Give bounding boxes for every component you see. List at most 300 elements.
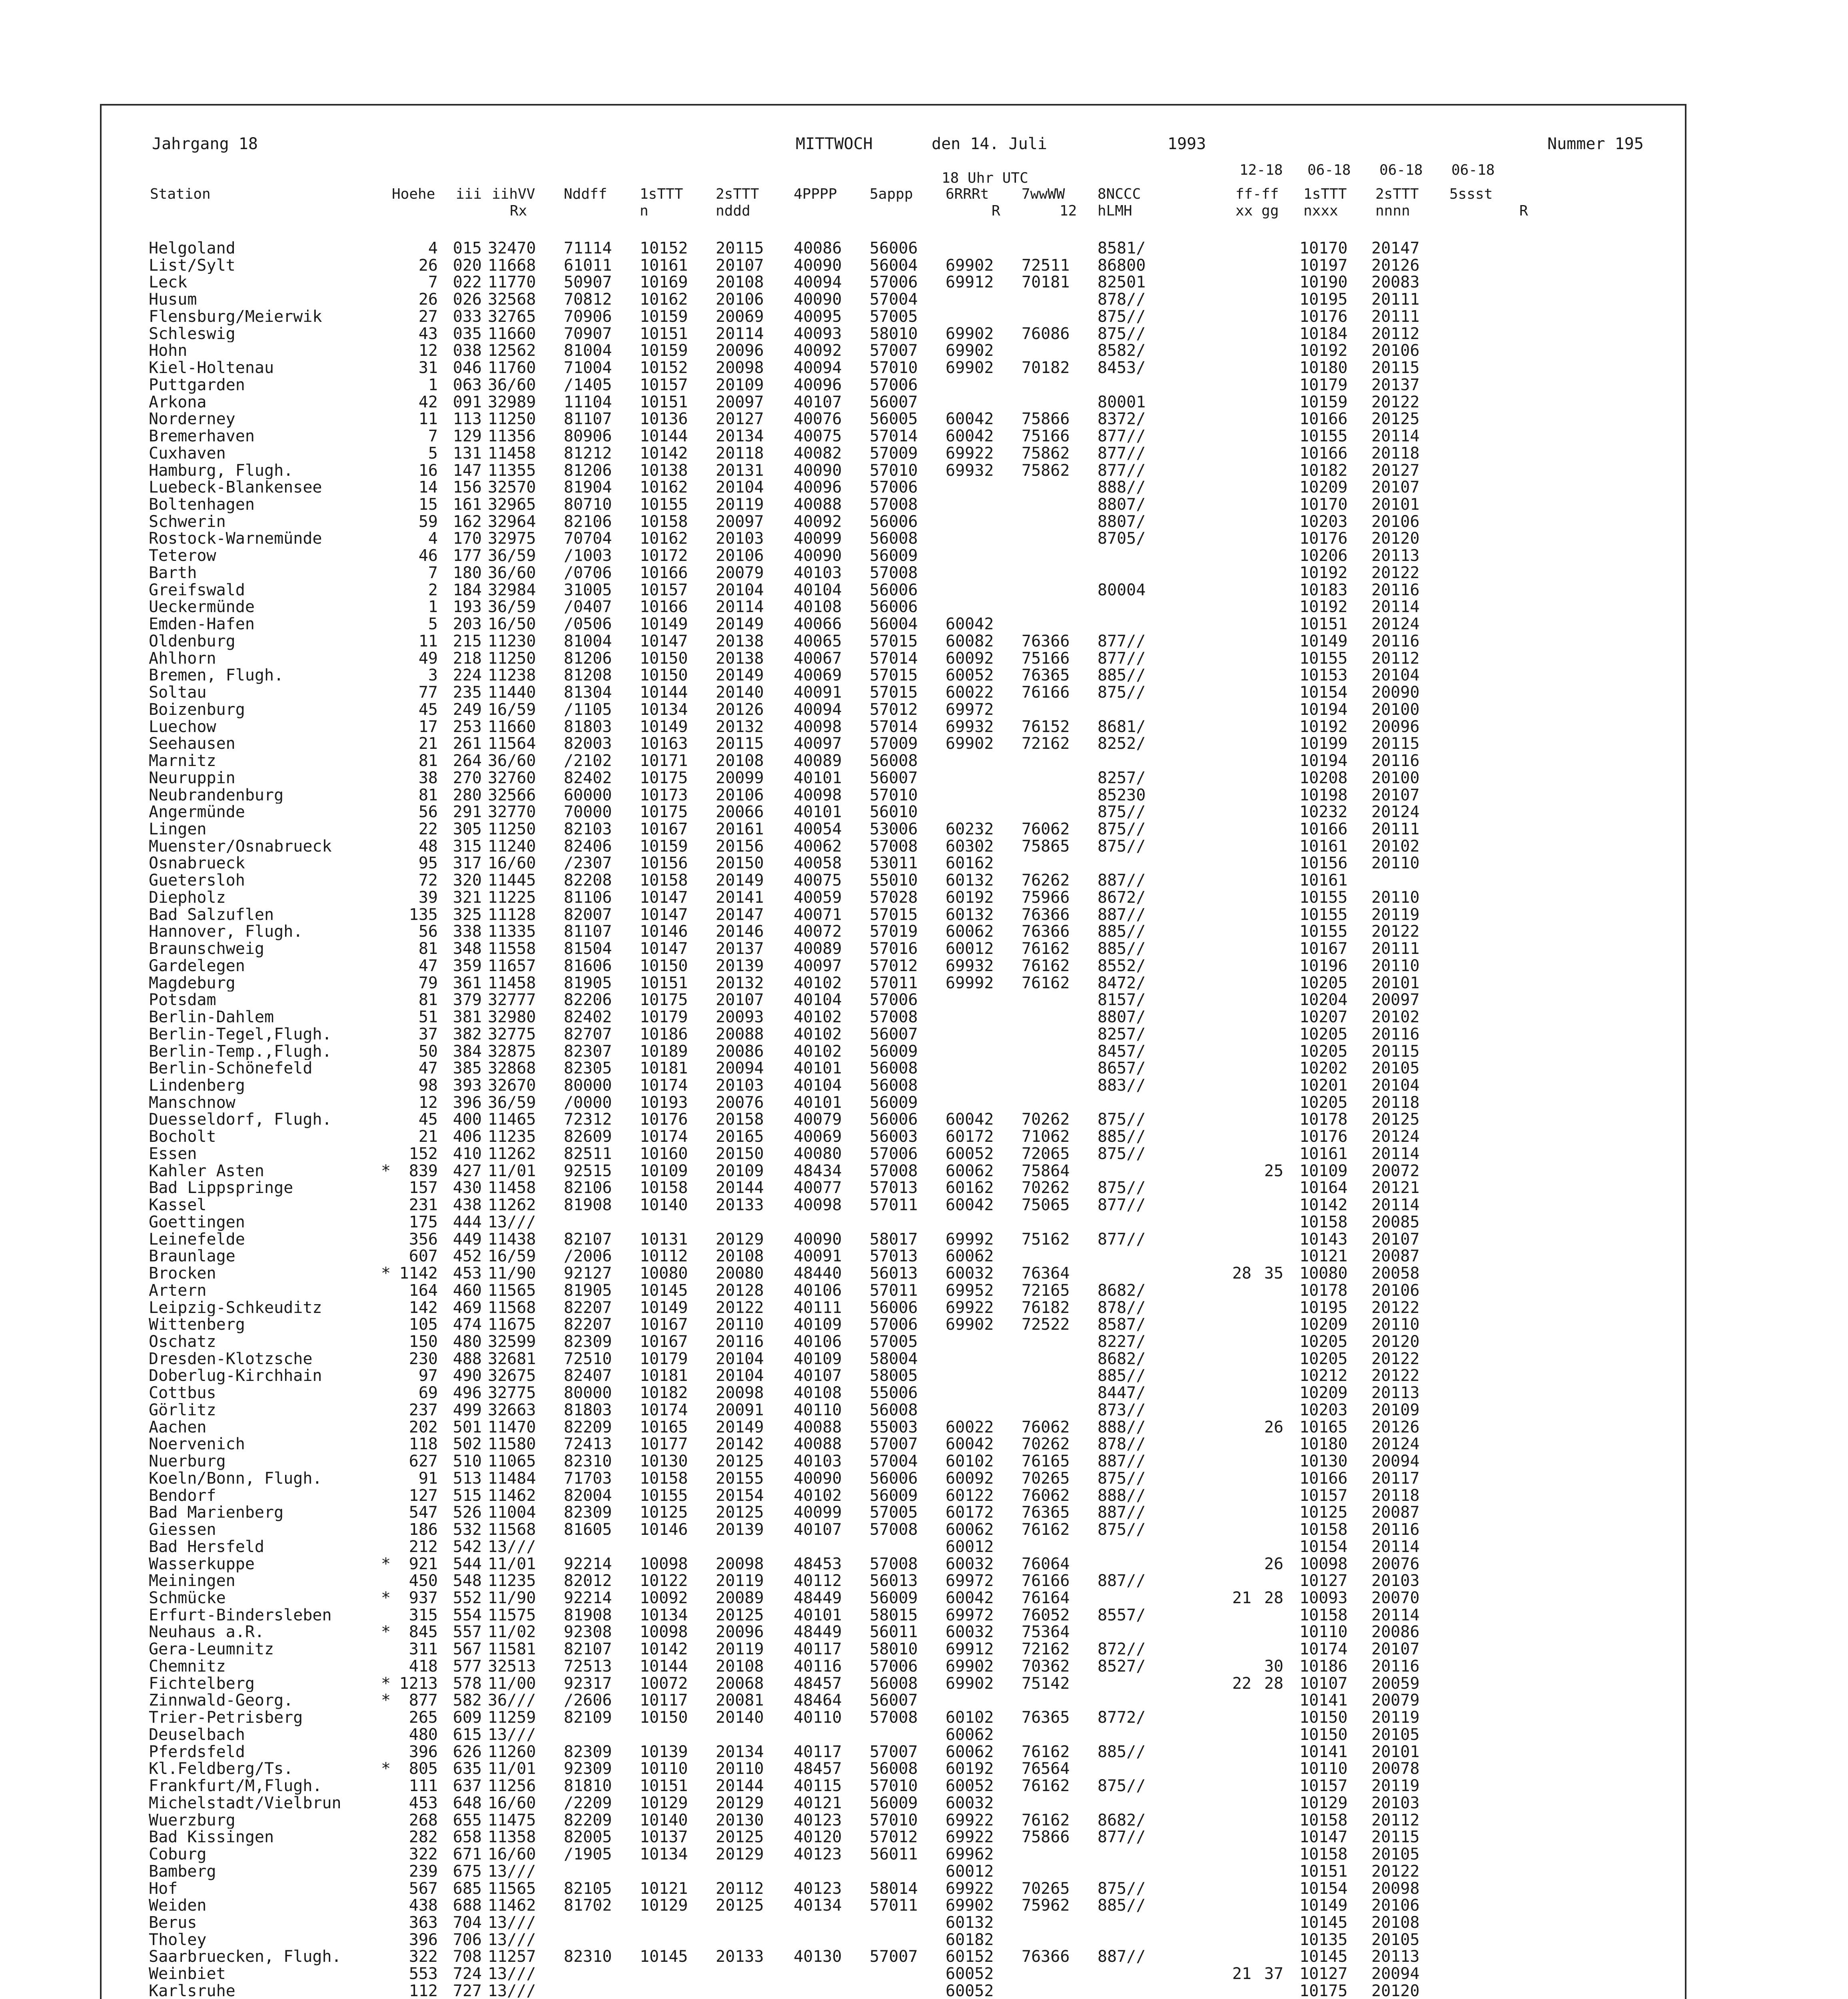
- station-name: Gera-Leumnitz: [149, 1641, 274, 1658]
- group-7wwww: 76052: [1022, 1606, 1070, 1624]
- station-name: Rostock-Warnemünde: [149, 530, 322, 548]
- station-number: 567: [453, 1640, 482, 1659]
- station-name: Frankfurt/M,Flugh.: [149, 1778, 322, 1795]
- group-iihvv: 11235: [488, 1572, 536, 1590]
- group-5appp: 58005: [870, 1367, 918, 1385]
- group-max-temp: 10155: [1299, 888, 1348, 907]
- station-number: 526: [453, 1503, 482, 1522]
- group-1sttt: 10151: [640, 1777, 688, 1796]
- group-7wwww: 76182: [1022, 1298, 1070, 1317]
- group-max-temp: 10192: [1299, 717, 1348, 736]
- group-max-temp: 10157: [1299, 1486, 1348, 1505]
- group-min-temp: 20116: [1371, 1520, 1420, 1539]
- group-min-temp: 20116: [1371, 632, 1420, 650]
- station-number: 552: [453, 1589, 482, 1608]
- group-max-temp: 10212: [1299, 1367, 1348, 1385]
- table-row: [0, 1385, 1848, 1402]
- group-8nccc: 8557/: [1098, 1606, 1146, 1624]
- group-iihvv: 11238: [488, 666, 536, 685]
- group-4pppp: 40096: [794, 478, 842, 497]
- station-height: 418: [409, 1657, 438, 1676]
- group-1sttt: 10092: [640, 1589, 688, 1608]
- group-5appp: 57012: [870, 1828, 918, 1847]
- column-nddff: Nddff: [564, 186, 607, 202]
- group-1sttt: 10142: [640, 1640, 688, 1659]
- station-height: 2: [428, 581, 438, 599]
- station-height: 26: [418, 256, 438, 275]
- group-iihvv: 32770: [488, 803, 536, 822]
- group-nddff: 82310: [564, 1452, 612, 1471]
- station-name: Puttgarden: [149, 376, 245, 394]
- group-8nccc: 877//: [1098, 632, 1146, 650]
- station-number: 637: [453, 1777, 482, 1796]
- group-8nccc: 887//: [1098, 1572, 1146, 1590]
- group-7wwww: 76062: [1022, 1418, 1070, 1436]
- station-height: 805: [409, 1760, 438, 1778]
- table-row: [0, 1846, 1848, 1863]
- group-min-temp: 20107: [1371, 478, 1420, 497]
- station-name: Neubrandenburg: [149, 786, 284, 804]
- group-max-temp: 10205: [1299, 1333, 1348, 1351]
- group-iihvv: 36/59: [488, 547, 536, 565]
- group-4pppp: 40090: [794, 256, 842, 275]
- group-nddff: 82004: [564, 1486, 612, 1505]
- group-5appp: 56006: [870, 1110, 918, 1129]
- group-6rrrt: 60052: [946, 666, 994, 685]
- group-7wwww: 76162: [1022, 956, 1070, 975]
- group-8nccc: 8552/: [1098, 956, 1146, 975]
- group-1sttt: 10155: [640, 1486, 688, 1505]
- group-5appp: 57008: [870, 1161, 918, 1180]
- group-4pppp: 40097: [794, 956, 842, 975]
- group-5appp: 53006: [870, 820, 918, 838]
- table-row: [0, 1179, 1848, 1197]
- station-number: 515: [453, 1486, 482, 1505]
- group-min-temp: 20103: [1371, 1572, 1420, 1590]
- group-5appp: 55006: [870, 1384, 918, 1402]
- station-height: 322: [409, 1845, 438, 1864]
- group-8nccc: 875//: [1098, 1879, 1146, 1898]
- station-number: 609: [453, 1708, 482, 1727]
- table-row: [0, 462, 1848, 479]
- group-iihvv: 32568: [488, 290, 536, 309]
- group-5appp: 56011: [870, 1845, 918, 1864]
- group-4pppp: 40103: [794, 563, 842, 582]
- group-iihvv: 36/60: [488, 752, 536, 770]
- column-hoehe: Hoehe: [392, 186, 435, 202]
- table-row: [0, 530, 1848, 547]
- group-2sttt: 20146: [716, 922, 764, 941]
- group-min-temp: 20094: [1371, 1965, 1420, 1983]
- station-height: 42: [418, 393, 438, 411]
- station-height: 51: [418, 1008, 438, 1027]
- station-number: 385: [453, 1059, 482, 1078]
- group-1sttt: 10146: [640, 922, 688, 941]
- group-8nccc: 875//: [1098, 307, 1146, 326]
- station-height: 15: [418, 495, 438, 514]
- station-height: 111: [409, 1777, 438, 1796]
- group-8nccc: 877//: [1098, 427, 1146, 446]
- group-5appp: 57007: [870, 341, 918, 360]
- station-name: Doberlug-Kirchhain: [149, 1367, 322, 1385]
- group-4pppp: 40086: [794, 239, 842, 257]
- gust-gg: 25: [1264, 1161, 1283, 1180]
- group-1sttt: 10147: [640, 888, 688, 907]
- table-row: [0, 513, 1848, 531]
- station-height: 363: [409, 1913, 438, 1932]
- station-number: 501: [453, 1418, 482, 1436]
- table-row: [0, 582, 1848, 599]
- station-height: 127: [409, 1486, 438, 1505]
- group-max-temp: 10127: [1299, 1965, 1348, 1983]
- station-name: Leck: [149, 274, 188, 291]
- group-iihvv: 11/90: [488, 1589, 536, 1608]
- station-number: 020: [453, 256, 482, 275]
- group-nddff: 81803: [564, 1400, 612, 1419]
- group-max-temp: 10179: [1299, 375, 1348, 394]
- group-iihvv: 36/59: [488, 1093, 536, 1112]
- group-1sttt: 10161: [640, 256, 688, 275]
- mountain-marker: *: [381, 1691, 391, 1710]
- station-name: Brocken: [149, 1265, 216, 1282]
- group-4pppp: 40108: [794, 1384, 842, 1402]
- group-max-temp: 10184: [1299, 324, 1348, 343]
- station-name: Kassel: [149, 1197, 207, 1214]
- group-4pppp: 40123: [794, 1845, 842, 1864]
- station-number: 317: [453, 854, 482, 873]
- group-2sttt: 20132: [716, 974, 764, 992]
- station-name: Magdeburg: [149, 974, 235, 992]
- station-name: Meiningen: [149, 1572, 235, 1590]
- group-1sttt: 10176: [640, 1110, 688, 1129]
- table-row: [0, 1145, 1848, 1163]
- station-name: Ueckermünde: [149, 599, 255, 616]
- group-1sttt: 10150: [640, 956, 688, 975]
- group-max-temp: 10199: [1299, 734, 1348, 753]
- station-number: 361: [453, 974, 482, 992]
- station-height: 14: [418, 478, 438, 497]
- group-2sttt: 20066: [716, 803, 764, 822]
- group-7wwww: 75862: [1022, 461, 1070, 480]
- column-7wwww-sub: 12: [1060, 203, 1077, 219]
- station-number: 384: [453, 1042, 482, 1061]
- station-number: 578: [453, 1674, 482, 1693]
- table-header: [0, 162, 1848, 222]
- group-8nccc: 888//: [1098, 1486, 1146, 1505]
- station-height: 12: [418, 1093, 438, 1112]
- group-min-temp: 20113: [1371, 1384, 1420, 1402]
- table-row: [0, 787, 1848, 804]
- group-min-temp: 20058: [1371, 1264, 1420, 1283]
- table-row: [0, 445, 1848, 462]
- station-height: 46: [418, 547, 438, 565]
- group-max-temp: 10178: [1299, 1281, 1348, 1300]
- table-row: [0, 1077, 1848, 1094]
- group-nddff: 81605: [564, 1520, 612, 1539]
- group-max-temp: 10149: [1299, 632, 1348, 650]
- station-name: Nuerburg: [149, 1453, 226, 1470]
- group-4pppp: 40101: [794, 768, 842, 787]
- group-nddff: 82309: [564, 1742, 612, 1761]
- station-name: Hohn: [149, 342, 188, 360]
- group-1sttt: 10129: [640, 1896, 688, 1915]
- group-min-temp: 20111: [1371, 940, 1420, 958]
- station-height: 5: [428, 615, 438, 634]
- station-name: Bamberg: [149, 1863, 216, 1880]
- group-6rrrt: 60172: [946, 1127, 994, 1146]
- station-height: 50: [418, 1042, 438, 1061]
- group-min-temp: 20096: [1371, 717, 1420, 736]
- station-name: Kl.Feldberg/Ts.: [149, 1760, 293, 1778]
- group-nddff: 82106: [564, 512, 612, 531]
- group-5appp: 57005: [870, 1503, 918, 1522]
- group-5appp: 56006: [870, 581, 918, 599]
- station-name: Berlin-Tegel,Flugh.: [149, 1025, 332, 1043]
- group-4pppp: 40101: [794, 1093, 842, 1112]
- station-height: 1142: [399, 1264, 438, 1283]
- station-height: 79: [418, 974, 438, 992]
- group-2sttt: 20137: [716, 940, 764, 958]
- group-7wwww: 70265: [1022, 1879, 1070, 1898]
- group-5appp: 56008: [870, 1760, 918, 1778]
- group-2sttt: 20103: [716, 529, 764, 548]
- station-name: Berlin-Dahlem: [149, 1009, 274, 1026]
- station-number: 510: [453, 1452, 482, 1471]
- group-2sttt: 20126: [716, 700, 764, 719]
- group-nddff: 81107: [564, 410, 612, 429]
- group-iihvv: 11575: [488, 1606, 536, 1624]
- group-nddff: /0407: [564, 598, 612, 616]
- group-8nccc: 8457/: [1098, 1042, 1146, 1061]
- station-name: Arkona: [149, 393, 207, 411]
- station-number: 648: [453, 1794, 482, 1812]
- group-iihvv: 11335: [488, 922, 536, 941]
- group-max-temp: 10145: [1299, 1947, 1348, 1966]
- group-2sttt: 20129: [716, 1845, 764, 1864]
- column-5appp: 5appp: [870, 186, 913, 202]
- station-name: Soltau: [149, 684, 207, 701]
- station-number: 046: [453, 359, 482, 377]
- station-name: Zinnwald-Georg.: [149, 1692, 293, 1710]
- group-7wwww: 75866: [1022, 410, 1070, 429]
- group-nddff: 82007: [564, 905, 612, 924]
- group-5appp: 56005: [870, 410, 918, 429]
- group-min-temp: 20101: [1371, 495, 1420, 514]
- group-nddff: 81107: [564, 922, 612, 941]
- group-max-temp: 10145: [1299, 1913, 1348, 1932]
- tt-time-label: 06-18: [1379, 162, 1423, 178]
- station-height: 265: [409, 1708, 438, 1727]
- group-6rrrt: 69932: [946, 461, 994, 480]
- station-height: 322: [409, 1947, 438, 1966]
- group-iihvv: 11240: [488, 837, 536, 856]
- group-2sttt: 20096: [716, 341, 764, 360]
- group-4pppp: 40102: [794, 1042, 842, 1061]
- group-1sttt: 10129: [640, 1794, 688, 1812]
- group-5appp: 57010: [870, 461, 918, 480]
- group-min-temp: 20114: [1371, 1144, 1420, 1163]
- station-name: Hamburg, Flugh.: [149, 462, 293, 479]
- group-iihvv: 13///: [488, 1213, 536, 1231]
- group-8nccc: 8157/: [1098, 991, 1146, 1009]
- station-name: Bad Hersfeld: [149, 1538, 264, 1556]
- group-nddff: 82207: [564, 1315, 612, 1334]
- group-iihvv: 32566: [488, 786, 536, 804]
- group-6rrrt: 60232: [946, 820, 994, 838]
- group-iihvv: 11657: [488, 956, 536, 975]
- group-2sttt: 20127: [716, 410, 764, 429]
- group-2sttt: 20116: [716, 1333, 764, 1351]
- group-8nccc: 8682/: [1098, 1281, 1146, 1300]
- group-8nccc: 85230: [1098, 786, 1146, 804]
- station-name: Duesseldorf, Flugh.: [149, 1111, 332, 1129]
- table-row: [0, 701, 1848, 718]
- group-nddff: 80710: [564, 495, 612, 514]
- group-nddff: 81904: [564, 478, 612, 497]
- table-row: [0, 1692, 1848, 1709]
- group-7wwww: 76162: [1022, 974, 1070, 992]
- group-max-temp: 10190: [1299, 273, 1348, 292]
- station-number: 026: [453, 290, 482, 309]
- group-iihvv: 11470: [488, 1418, 536, 1436]
- group-5appp: 57009: [870, 734, 918, 753]
- table-row: [0, 684, 1848, 701]
- group-min-temp: 20114: [1371, 598, 1420, 616]
- group-7wwww: 72511: [1022, 256, 1070, 275]
- group-nddff: 71703: [564, 1469, 612, 1488]
- group-nddff: 72312: [564, 1110, 612, 1129]
- group-min-temp: 20113: [1371, 547, 1420, 565]
- group-7wwww: 75862: [1022, 444, 1070, 463]
- group-4pppp: 40075: [794, 871, 842, 890]
- group-min-temp: 20113: [1371, 1947, 1420, 1966]
- station-name: Wuerzburg: [149, 1811, 235, 1829]
- group-2sttt: 20156: [716, 837, 764, 856]
- group-2sttt: 20122: [716, 1298, 764, 1317]
- station-number: 359: [453, 956, 482, 975]
- station-number: 015: [453, 239, 482, 257]
- group-7wwww: 75065: [1022, 1196, 1070, 1215]
- group-5appp: 57010: [870, 786, 918, 804]
- group-nddff: 82207: [564, 1298, 612, 1317]
- column-station: Station: [150, 186, 211, 202]
- station-name: Helgoland: [149, 240, 235, 257]
- group-4pppp: 40054: [794, 820, 842, 838]
- group-8nccc: 877//: [1098, 1196, 1146, 1215]
- group-min-temp: 20112: [1371, 324, 1420, 343]
- group-7wwww: 76062: [1022, 820, 1070, 838]
- station-number: 685: [453, 1879, 482, 1898]
- group-7wwww: 76365: [1022, 1503, 1070, 1522]
- group-min-temp: 20125: [1371, 410, 1420, 429]
- station-height: 282: [409, 1828, 438, 1847]
- group-max-temp: 10182: [1299, 461, 1348, 480]
- station-height: 237: [409, 1400, 438, 1419]
- group-min-temp: 20105: [1371, 1059, 1420, 1078]
- group-6rrrt: 69902: [946, 341, 994, 360]
- group-2sttt: 20080: [716, 1264, 764, 1283]
- mountain-marker: *: [381, 1674, 391, 1693]
- group-nddff: 92214: [564, 1554, 612, 1573]
- table-row: [0, 1607, 1848, 1624]
- group-5appp: 56008: [870, 529, 918, 548]
- group-min-temp: 20107: [1371, 1640, 1420, 1659]
- station-name: Leipzig-Schkeuditz: [149, 1299, 322, 1317]
- group-1sttt: 10193: [640, 1093, 688, 1112]
- group-8nccc: 8527/: [1098, 1657, 1146, 1676]
- group-8nccc: 82501: [1098, 273, 1146, 292]
- table-row: [0, 496, 1848, 513]
- group-2sttt: 20154: [716, 1486, 764, 1505]
- group-max-temp: 10203: [1299, 1400, 1348, 1419]
- station-number: 180: [453, 563, 482, 582]
- group-1sttt: 10165: [640, 1418, 688, 1436]
- volume-label: Jahrgang 18: [152, 135, 258, 153]
- station-name: Coburg: [149, 1846, 207, 1863]
- group-2sttt: 20103: [716, 1076, 764, 1095]
- group-max-temp: 10149: [1299, 1896, 1348, 1915]
- table-row: [0, 1812, 1848, 1829]
- group-nddff: 82003: [564, 734, 612, 753]
- station-number: 430: [453, 1179, 482, 1197]
- group-4pppp: 40094: [794, 359, 842, 377]
- group-7wwww: 76262: [1022, 871, 1070, 890]
- table-row: [0, 923, 1848, 940]
- group-max-temp: 10154: [1299, 683, 1348, 702]
- group-1sttt: 10160: [640, 1144, 688, 1163]
- group-max-temp: 10159: [1299, 393, 1348, 411]
- group-iihvv: 32775: [488, 1025, 536, 1043]
- group-iihvv: 11004: [488, 1503, 536, 1522]
- ff-time-label: 12-18: [1239, 162, 1283, 178]
- group-iihvv: 11256: [488, 1777, 536, 1796]
- table-row: [0, 804, 1848, 821]
- station-height: 921: [409, 1554, 438, 1573]
- station-number: 706: [453, 1930, 482, 1949]
- station-height: 135: [409, 905, 438, 924]
- station-name: Boizenburg: [149, 701, 245, 718]
- station-number: 704: [453, 1913, 482, 1932]
- station-name: Emden-Hafen: [149, 616, 255, 633]
- group-1sttt: 10174: [640, 1400, 688, 1419]
- group-2sttt: 20107: [716, 991, 764, 1009]
- group-2sttt: 20096: [716, 1623, 764, 1642]
- group-5appp: 57015: [870, 666, 918, 685]
- group-max-temp: 10161: [1299, 837, 1348, 856]
- station-number: 548: [453, 1572, 482, 1590]
- group-1sttt: 10167: [640, 1333, 688, 1351]
- table-row: [0, 1863, 1848, 1880]
- group-iihvv: 11565: [488, 1879, 536, 1898]
- group-6rrrt: 60052: [946, 1777, 994, 1796]
- station-height: 3: [428, 666, 438, 685]
- station-height: 31: [418, 359, 438, 377]
- group-iihvv: 32775: [488, 1384, 536, 1402]
- station-height: 212: [409, 1537, 438, 1556]
- group-6rrrt: 60192: [946, 888, 994, 907]
- table-row: [0, 1624, 1848, 1641]
- group-2sttt: 20149: [716, 1418, 764, 1436]
- group-nddff: 81212: [564, 444, 612, 463]
- mountain-marker: *: [381, 1589, 391, 1608]
- group-6rrrt: 60102: [946, 1708, 994, 1727]
- group-5appp: 58015: [870, 1606, 918, 1624]
- group-max-temp: 10161: [1299, 1144, 1348, 1163]
- column-sss-sub: R: [1519, 203, 1528, 219]
- group-nddff: 81004: [564, 632, 612, 650]
- station-number: 022: [453, 273, 482, 292]
- group-1sttt: 10140: [640, 1811, 688, 1829]
